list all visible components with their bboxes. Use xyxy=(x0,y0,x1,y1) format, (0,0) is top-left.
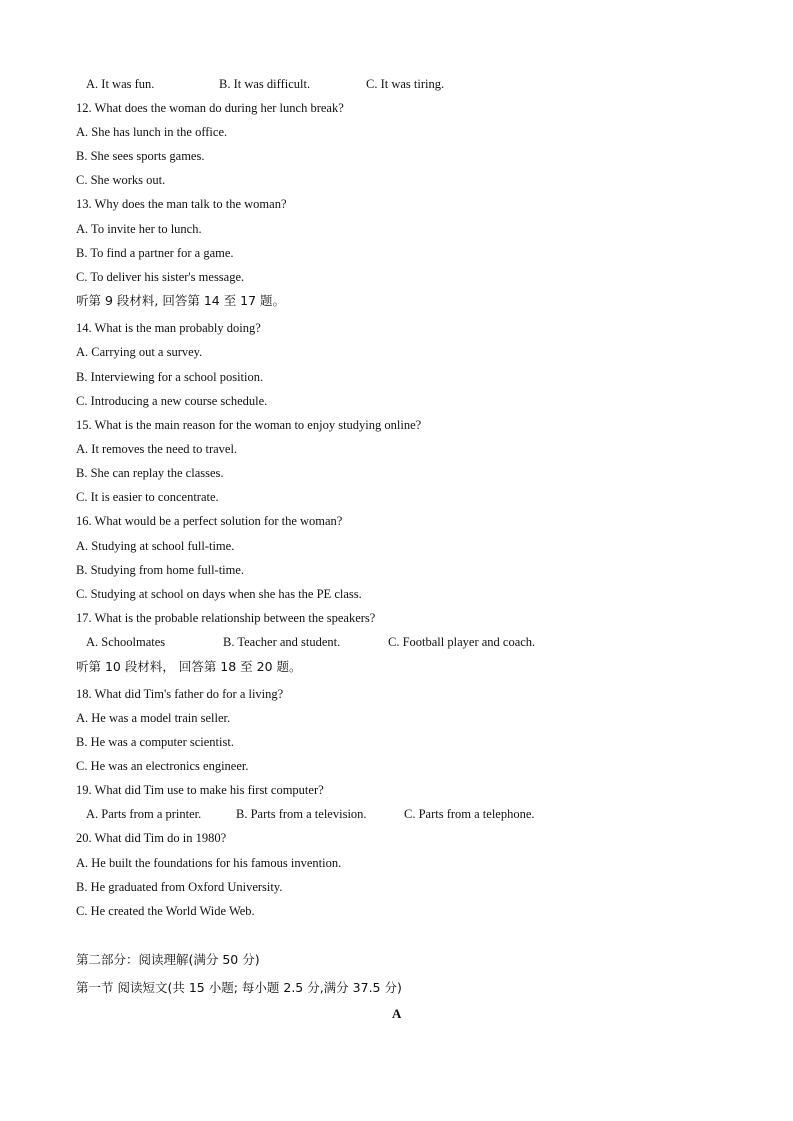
q13-option-c: C. To deliver his sister's message. xyxy=(76,270,245,284)
option-c: C. Football player and coach. xyxy=(388,635,536,649)
question-13: 13. Why does the man talk to the woman? xyxy=(76,197,287,211)
q14-option-a: A. Carrying out a survey. xyxy=(76,345,203,359)
option-c: C. It was tiring. xyxy=(366,77,445,91)
q11-options xyxy=(86,75,444,93)
q14-option-c: C. Introducing a new course schedule. xyxy=(76,394,268,408)
part-two-heading: 第二部分：阅读理解(满分 50 分) xyxy=(76,952,260,967)
option-c: C. Parts from a telephone. xyxy=(404,807,535,821)
question-15: 15. What is the main reason for the woman to enjoy studying online? xyxy=(76,418,422,432)
question-18: 18. What did Tim's father do for a living? xyxy=(76,687,284,701)
option-a: A. Parts from a printer. xyxy=(86,807,202,821)
q12-option-a: A. She has lunch in the office. xyxy=(76,125,228,139)
option-a: A. It was fun. xyxy=(86,77,155,91)
q18-option-b: B. He was a computer scientist. xyxy=(76,735,234,749)
section-heading-10: 听第 10 段材料， 回答第 18 至 20 题。 xyxy=(76,659,302,674)
question-19: 19. What did Tim use to make his first computer? xyxy=(76,783,324,797)
question-20: 20. What did Tim do in 1980? xyxy=(76,831,227,845)
q13-option-a: A. To invite her to lunch. xyxy=(76,222,202,236)
q18-option-c: C. He was an electronics engineer. xyxy=(76,759,249,773)
q16-option-b: B. Studying from home full-time. xyxy=(76,563,245,577)
option-b: B. Parts from a television. xyxy=(236,807,367,821)
question-17: 17. What is the probable relationship between the speakers? xyxy=(76,611,376,625)
q14-option-b: B. Interviewing for a school position. xyxy=(76,370,264,384)
option-b: B. Teacher and student. xyxy=(223,635,341,649)
passage-title: A xyxy=(392,1006,402,1021)
q17-options xyxy=(86,633,535,651)
q19-options xyxy=(86,805,535,823)
q20-option-c: C. He created the World Wide Web. xyxy=(76,904,255,918)
section-one-heading: 第一节 阅读短文(共 15 小题; 每小题 2.5 分,满分 37.5 分) xyxy=(76,980,402,995)
question-14: 14. What is the man probably doing? xyxy=(76,321,261,335)
q13-option-b: B. To find a partner for a game. xyxy=(76,246,234,260)
section-heading-9: 听第 9 段材料, 回答第 14 至 17 题。 xyxy=(76,293,286,308)
q15-option-b: B. She can replay the classes. xyxy=(76,466,224,480)
q15-option-a: A. It removes the need to travel. xyxy=(76,442,238,456)
question-12: 12. What does the woman do during her lunch break? xyxy=(76,101,344,115)
q12-option-c: C. She works out. xyxy=(76,173,166,187)
q16-option-c: C. Studying at school on days when she has the PE class. xyxy=(76,587,362,601)
q18-option-a: A. He was a model train seller. xyxy=(76,711,231,725)
q15-option-c: C. It is easier to concentrate. xyxy=(76,490,219,504)
option-a: A. Schoolmates xyxy=(86,635,166,649)
option-b: B. It was difficult. xyxy=(219,77,311,91)
q20-option-a: A. He built the foundations for his famous invention. xyxy=(76,856,342,870)
q16-option-a: A. Studying at school full-time. xyxy=(76,539,235,553)
question-16: 16. What would be a perfect solution for the woman? xyxy=(76,514,343,528)
q12-option-b: B. She sees sports games. xyxy=(76,149,205,163)
q20-option-b: B. He graduated from Oxford University. xyxy=(76,880,283,894)
